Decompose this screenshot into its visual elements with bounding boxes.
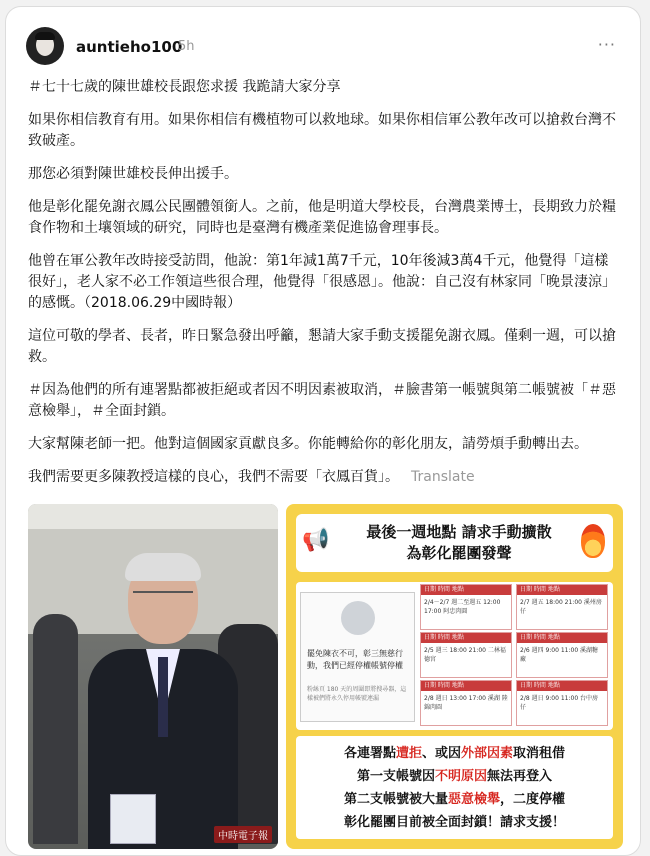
photo-watermark: 中時電子報 [214,826,272,843]
post-card [5,6,641,856]
schedule-cell [516,680,608,726]
photo-background-person [33,614,78,844]
poster-title-line2: 為彰化罷團發聲 [406,544,512,562]
poster-text: ，二度停權 [500,792,566,807]
post-paragraph: 這位可敬的學者、長者，昨日緊急發出呼籲，懇請大家手動支援罷免謝衣鳳。僅剩一週，可以搶救。 [28,328,616,365]
photo-tie [158,657,168,737]
post-paragraph-last [28,467,620,488]
poster-facebook-notice [300,592,415,722]
post-header [26,27,620,67]
avatar-hair [35,32,55,40]
post-paragraph: 大家幫陳老師一把。他對這個國家貢獻良多。你能轉給你的彰化朋友，請勞煩手動轉出去。 [28,436,588,452]
poster-text: 、或因 [421,746,461,761]
poster-text: 第一支帳號因 [356,769,435,784]
schedule-body: 2/4－2/7 週二至週五 12:00 17:00 阿忠肉圓 [424,599,501,615]
schedule-body: 2/6 週四 9:00 11:00 溪湖糖廠 [520,647,599,663]
default-avatar-icon [341,601,375,635]
schedule-body: 2/7 週五 18:00 21:00 溪州房仔 [520,599,602,615]
schedule-head: 日期 時間 地點 [517,633,607,643]
schedule-cell [420,632,512,678]
post-body [28,77,620,500]
photo-hair [125,553,201,581]
post-time: 5h [178,39,195,54]
poster-text-red: 惡意檢舉 [447,792,500,807]
poster-schedule [420,584,608,728]
photo-glasses [133,591,193,603]
poster-text-red: 不明原因 [434,769,487,784]
poster-line [300,742,609,765]
schedule-cell [420,584,512,630]
poster-bottom-text [296,736,613,839]
photo-subject [88,539,238,849]
post-paragraph: ＃七十七歲的陳世雄校長跟您求援 我跪請大家分享 [28,79,341,95]
schedule-cell [420,680,512,726]
facebook-notice-text: 罷免陳衣不可，彰三無慈行動，我們已經停權帳號停權 [307,649,403,670]
schedule-cell [516,584,608,630]
facebook-notice-small: 粉絲頁 180 天的周圍即將搜尋器，這樣被們將永久停用帳號連漏 [307,686,407,702]
poster-line [300,788,609,811]
post-paragraph-text: 我們需要更多陳教授這樣的良心，我們不需要「衣鳳百貨」。 [28,469,399,485]
post-photo[interactable] [28,504,278,849]
schedule-body: 2/5 週三 18:00 21:00 二林福德宮 [424,647,506,663]
more-options-icon[interactable]: ··· [597,35,616,54]
avatar[interactable] [26,27,64,65]
translate-button[interactable]: Translate [411,469,475,485]
fire-icon [581,524,605,558]
post-paragraph: 那您必須對陳世雄校長伸出援手。 [28,166,238,182]
schedule-cell [516,632,608,678]
schedule-head: 日期 時間 地點 [421,585,511,595]
poster-text: 無法再登入 [487,769,553,784]
megaphone-icon: 📢 [302,528,330,553]
username-link[interactable]: auntieho100 [76,38,183,56]
poster-text: 取消租借 [513,746,566,761]
poster-line [300,765,609,788]
poster-middle [296,582,613,730]
post-paragraph: 他曾在軍公教年改時接受訪問，他說：第1年減1萬7千元，10年後減3萬4千元，他覺得「這樣很好」，老人家不必工作領這些很合理，他覺得「很感恩」。他說：自己沒有林家同「晚景淒涼」的感慨。（2018.06.29中國時報） [28,253,616,311]
schedule-head: 日期 時間 地點 [517,681,607,691]
schedule-head: 日期 時間 地點 [421,633,511,643]
poster-title [344,522,574,564]
poster-text-red: 外部因素 [461,746,514,761]
schedule-body: 2/8 週日 13:00 17:00 溪湖 陸錦肉圓 [424,695,508,711]
post-paragraph: 如果你相信教育有用。如果你相信有機植物可以救地球。如果你相信軍公教年改可以搶救台灣不致破產。 [28,112,616,149]
poster-text: 彰化罷團目前被全面封鎖！請求支援！ [343,815,565,830]
photo-name-badge [110,794,156,844]
schedule-head: 日期 時間 地點 [517,585,607,595]
poster-text: 第二支帳號被大量 [343,792,448,807]
poster-title-line1: 最後一週地點 請求手動擴散 [366,523,552,541]
post-poster-image[interactable] [286,504,623,849]
schedule-body: 2/8 週日 9:00 11:00 台中房仔 [520,695,599,711]
poster-text-red: 遭拒 [395,746,422,761]
schedule-head: 日期 時間 地點 [421,681,511,691]
post-paragraph: 他是彰化罷免謝衣鳳公民團體領銜人。之前，他是明道大學校長，台灣農業博士，長期致力於糧食作物和土壤領域的研究，同時也是臺灣有機產業促進協會理事長。 [28,199,616,236]
post-paragraph: ＃因為他們的所有連署點都被拒絕或者因不明因素被取消，＃臉書第一帳號與第二帳號被「＃惡意檢舉」，＃全面封鎖。 [28,382,616,419]
poster-title-box [296,514,613,572]
photo-ceiling [28,504,278,529]
poster-line [300,811,609,834]
poster-text: 各連署點 [343,746,396,761]
